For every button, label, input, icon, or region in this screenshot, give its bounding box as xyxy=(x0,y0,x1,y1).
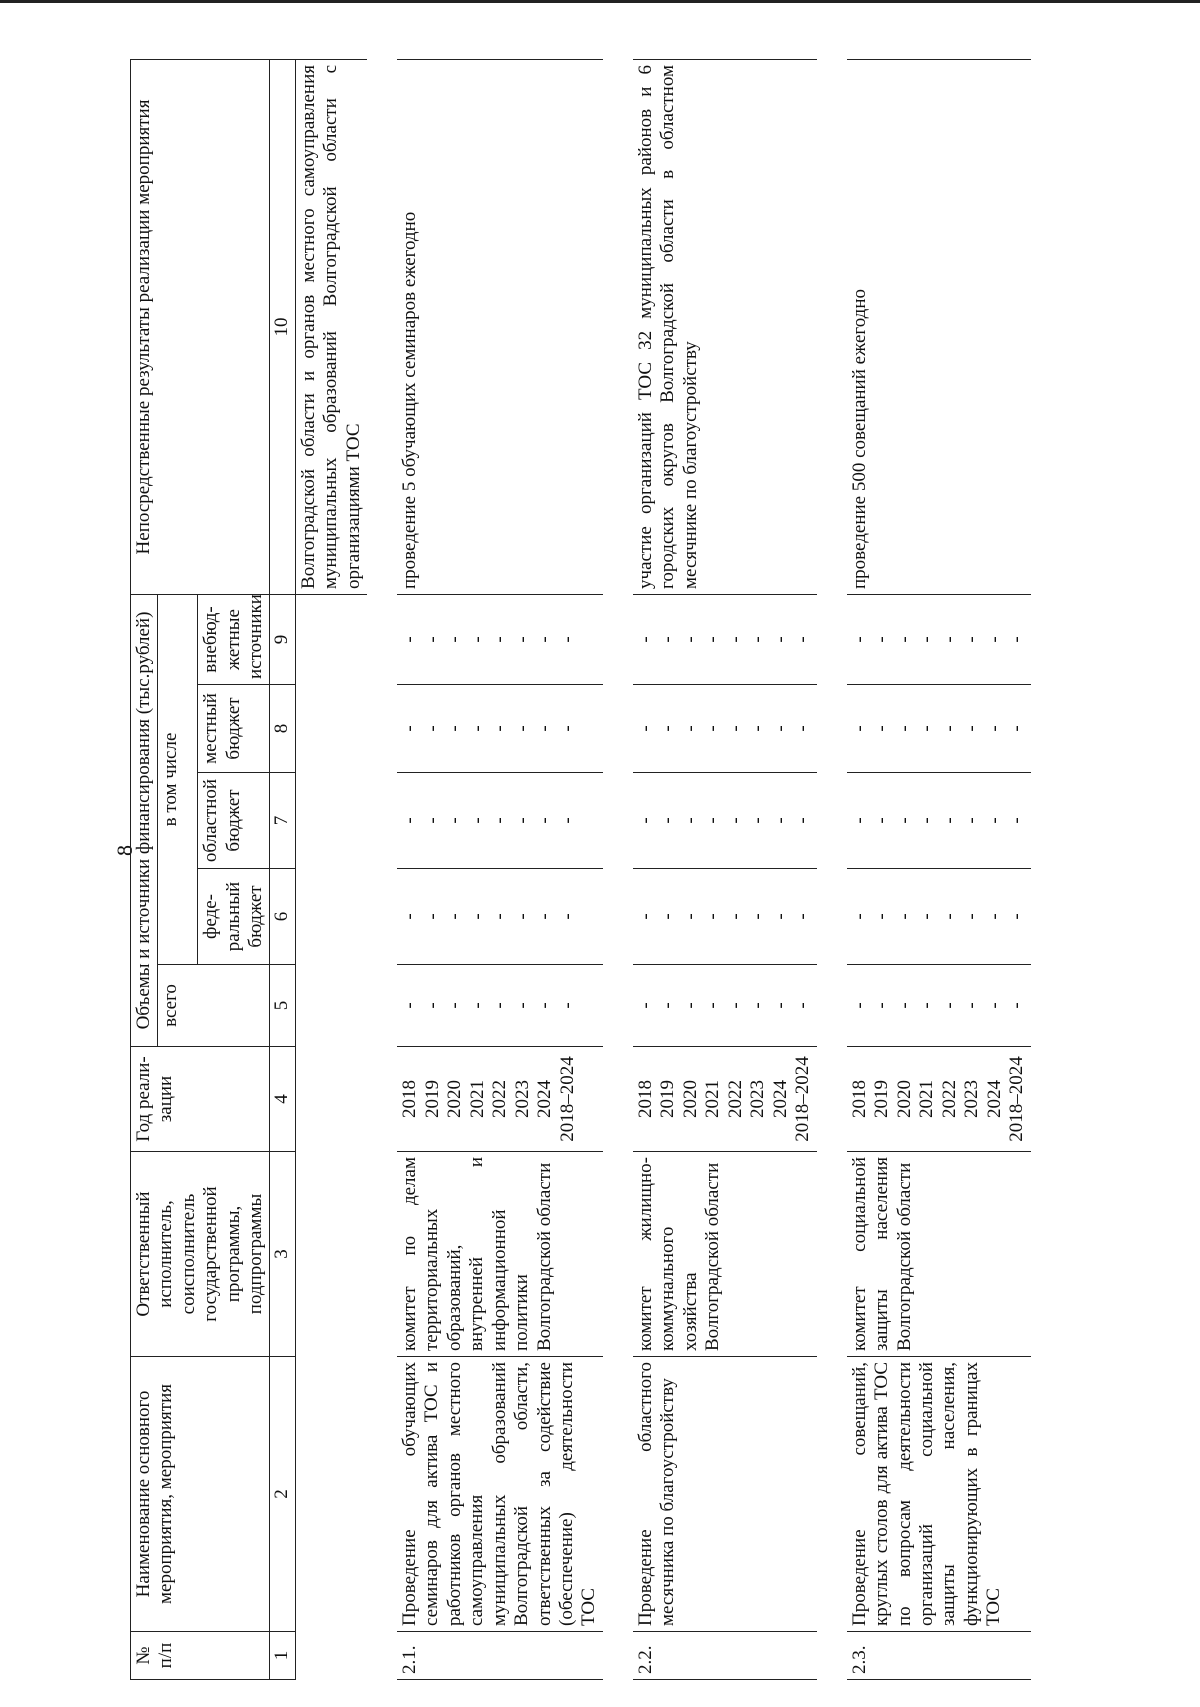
row-result: проведение 500 совещаний ежегодно xyxy=(847,59,1031,594)
row-local-values: - - - - - - - - xyxy=(847,685,1031,773)
table-row xyxy=(633,59,817,1679)
table-row xyxy=(397,59,603,1679)
row-num: 2.2. xyxy=(633,1632,817,1680)
row-num: 2.1. xyxy=(397,1632,603,1680)
header-num: № п/п xyxy=(131,1632,270,1680)
col-number: 4 xyxy=(270,1047,295,1152)
row-regional-values: - - - - - - - - xyxy=(397,773,603,869)
row-total-values: - - - - - - - - xyxy=(397,965,603,1047)
row-name: Проведение совещаний, круглых столов для актива ТОС по вопросам деятельности организаций социальной защиты населения, функционирующих в границах ТОС xyxy=(847,1357,1031,1632)
col-number: 9 xyxy=(270,594,295,684)
header-total: всего xyxy=(158,965,270,1047)
table-header xyxy=(131,59,296,1679)
row-federal-values: - - - - - - - - xyxy=(633,869,817,965)
table-body xyxy=(295,59,1030,1679)
continuation-text: Волгоградской области и органов местного самоуправления муниципальных образований Волгоградской области с организациями ТОС xyxy=(295,59,367,594)
header-name: Наименование основного мероприятия, мероприятия xyxy=(131,1357,270,1632)
row-regional-values: - - - - - - - - xyxy=(633,773,817,869)
row-name: Проведение областного месячника по благоустройству xyxy=(633,1357,817,1632)
row-result: проведение 5 обучающих семинаров ежегодно xyxy=(397,59,603,594)
row-num: 2.3. xyxy=(847,1632,1031,1680)
row-years: 2018 2019 2020 2021 2022 2023 2024 2018–2024 xyxy=(847,1047,1031,1152)
row-regional-values: - - - - - - - - xyxy=(847,773,1031,869)
rotated-table-container xyxy=(130,60,1190,1680)
row-local-values: - - - - - - - - xyxy=(397,685,603,773)
column-numbers-row xyxy=(270,59,295,1679)
header-local: местный бюджет xyxy=(198,685,270,773)
col-number: 2 xyxy=(270,1357,295,1632)
funding-table xyxy=(130,59,1031,1680)
row-total-values: - - - - - - - - xyxy=(847,965,1031,1047)
row-years: 2018 2019 2020 2021 2022 2023 2024 2018–2024 xyxy=(397,1047,603,1152)
scan-edge-line xyxy=(0,0,1200,3)
col-number: 8 xyxy=(270,685,295,773)
header-results: Непосредственные результаты реализации мероприятия xyxy=(131,59,270,594)
col-number: 1 xyxy=(270,1632,295,1680)
header-incl: в том числе xyxy=(158,594,198,964)
page-number: 8 xyxy=(112,845,137,856)
col-number: 6 xyxy=(270,869,295,965)
row-local-values: - - - - - - - - xyxy=(633,685,817,773)
header-regional: областной бюджет xyxy=(198,773,270,869)
table-row xyxy=(847,59,1031,1679)
col-number: 7 xyxy=(270,773,295,869)
continuation-row xyxy=(295,59,367,1679)
header-year: Год реали-зации xyxy=(131,1047,270,1152)
col-number: 3 xyxy=(270,1152,295,1357)
header-funding: Объемы и источники финансирования (тыс.рублей) xyxy=(131,594,158,1046)
row-federal-values: - - - - - - - - xyxy=(847,869,1031,965)
header-federal: феде-ральный бюджет xyxy=(198,869,270,965)
row-executor: комитет социальной защиты населения Волгоградской области xyxy=(847,1152,1031,1357)
row-federal-values: - - - - - - - - xyxy=(397,869,603,965)
row-years: 2018 2019 2020 2021 2022 2023 2024 2018–2024 xyxy=(633,1047,817,1152)
row-executor: комитет по делам территориальных образований, внутренней и информационной политики Волгоградской области xyxy=(397,1152,603,1357)
col-number: 10 xyxy=(270,59,295,594)
col-number: 5 xyxy=(270,965,295,1047)
row-result: участие организаций ТОС 32 муниципальных районов и 6 городских округов Волгоградской области в областном месячнике по благоустройству xyxy=(633,59,817,594)
row-name: Проведение обучающих семинаров для актива ТОС и работников органов местного самоуправления муниципальных образований Волгоградской области, ответственных за содействие (обеспечение) деятельности ТОС xyxy=(397,1357,603,1632)
row-extra-values: - - - - - - - - xyxy=(633,594,817,684)
row-total-values: - - - - - - - - xyxy=(633,965,817,1047)
header-executor: Ответственный исполнитель, соисполнитель государственной программы, подпрограммы xyxy=(131,1152,270,1357)
row-extra-values: - - - - - - - - xyxy=(397,594,603,684)
header-extra: внебюд-жетные источники xyxy=(198,594,270,684)
row-executor: комитет жилищно-коммунального хозяйства Волгоградской области xyxy=(633,1152,817,1357)
row-extra-values: - - - - - - - - xyxy=(847,594,1031,684)
